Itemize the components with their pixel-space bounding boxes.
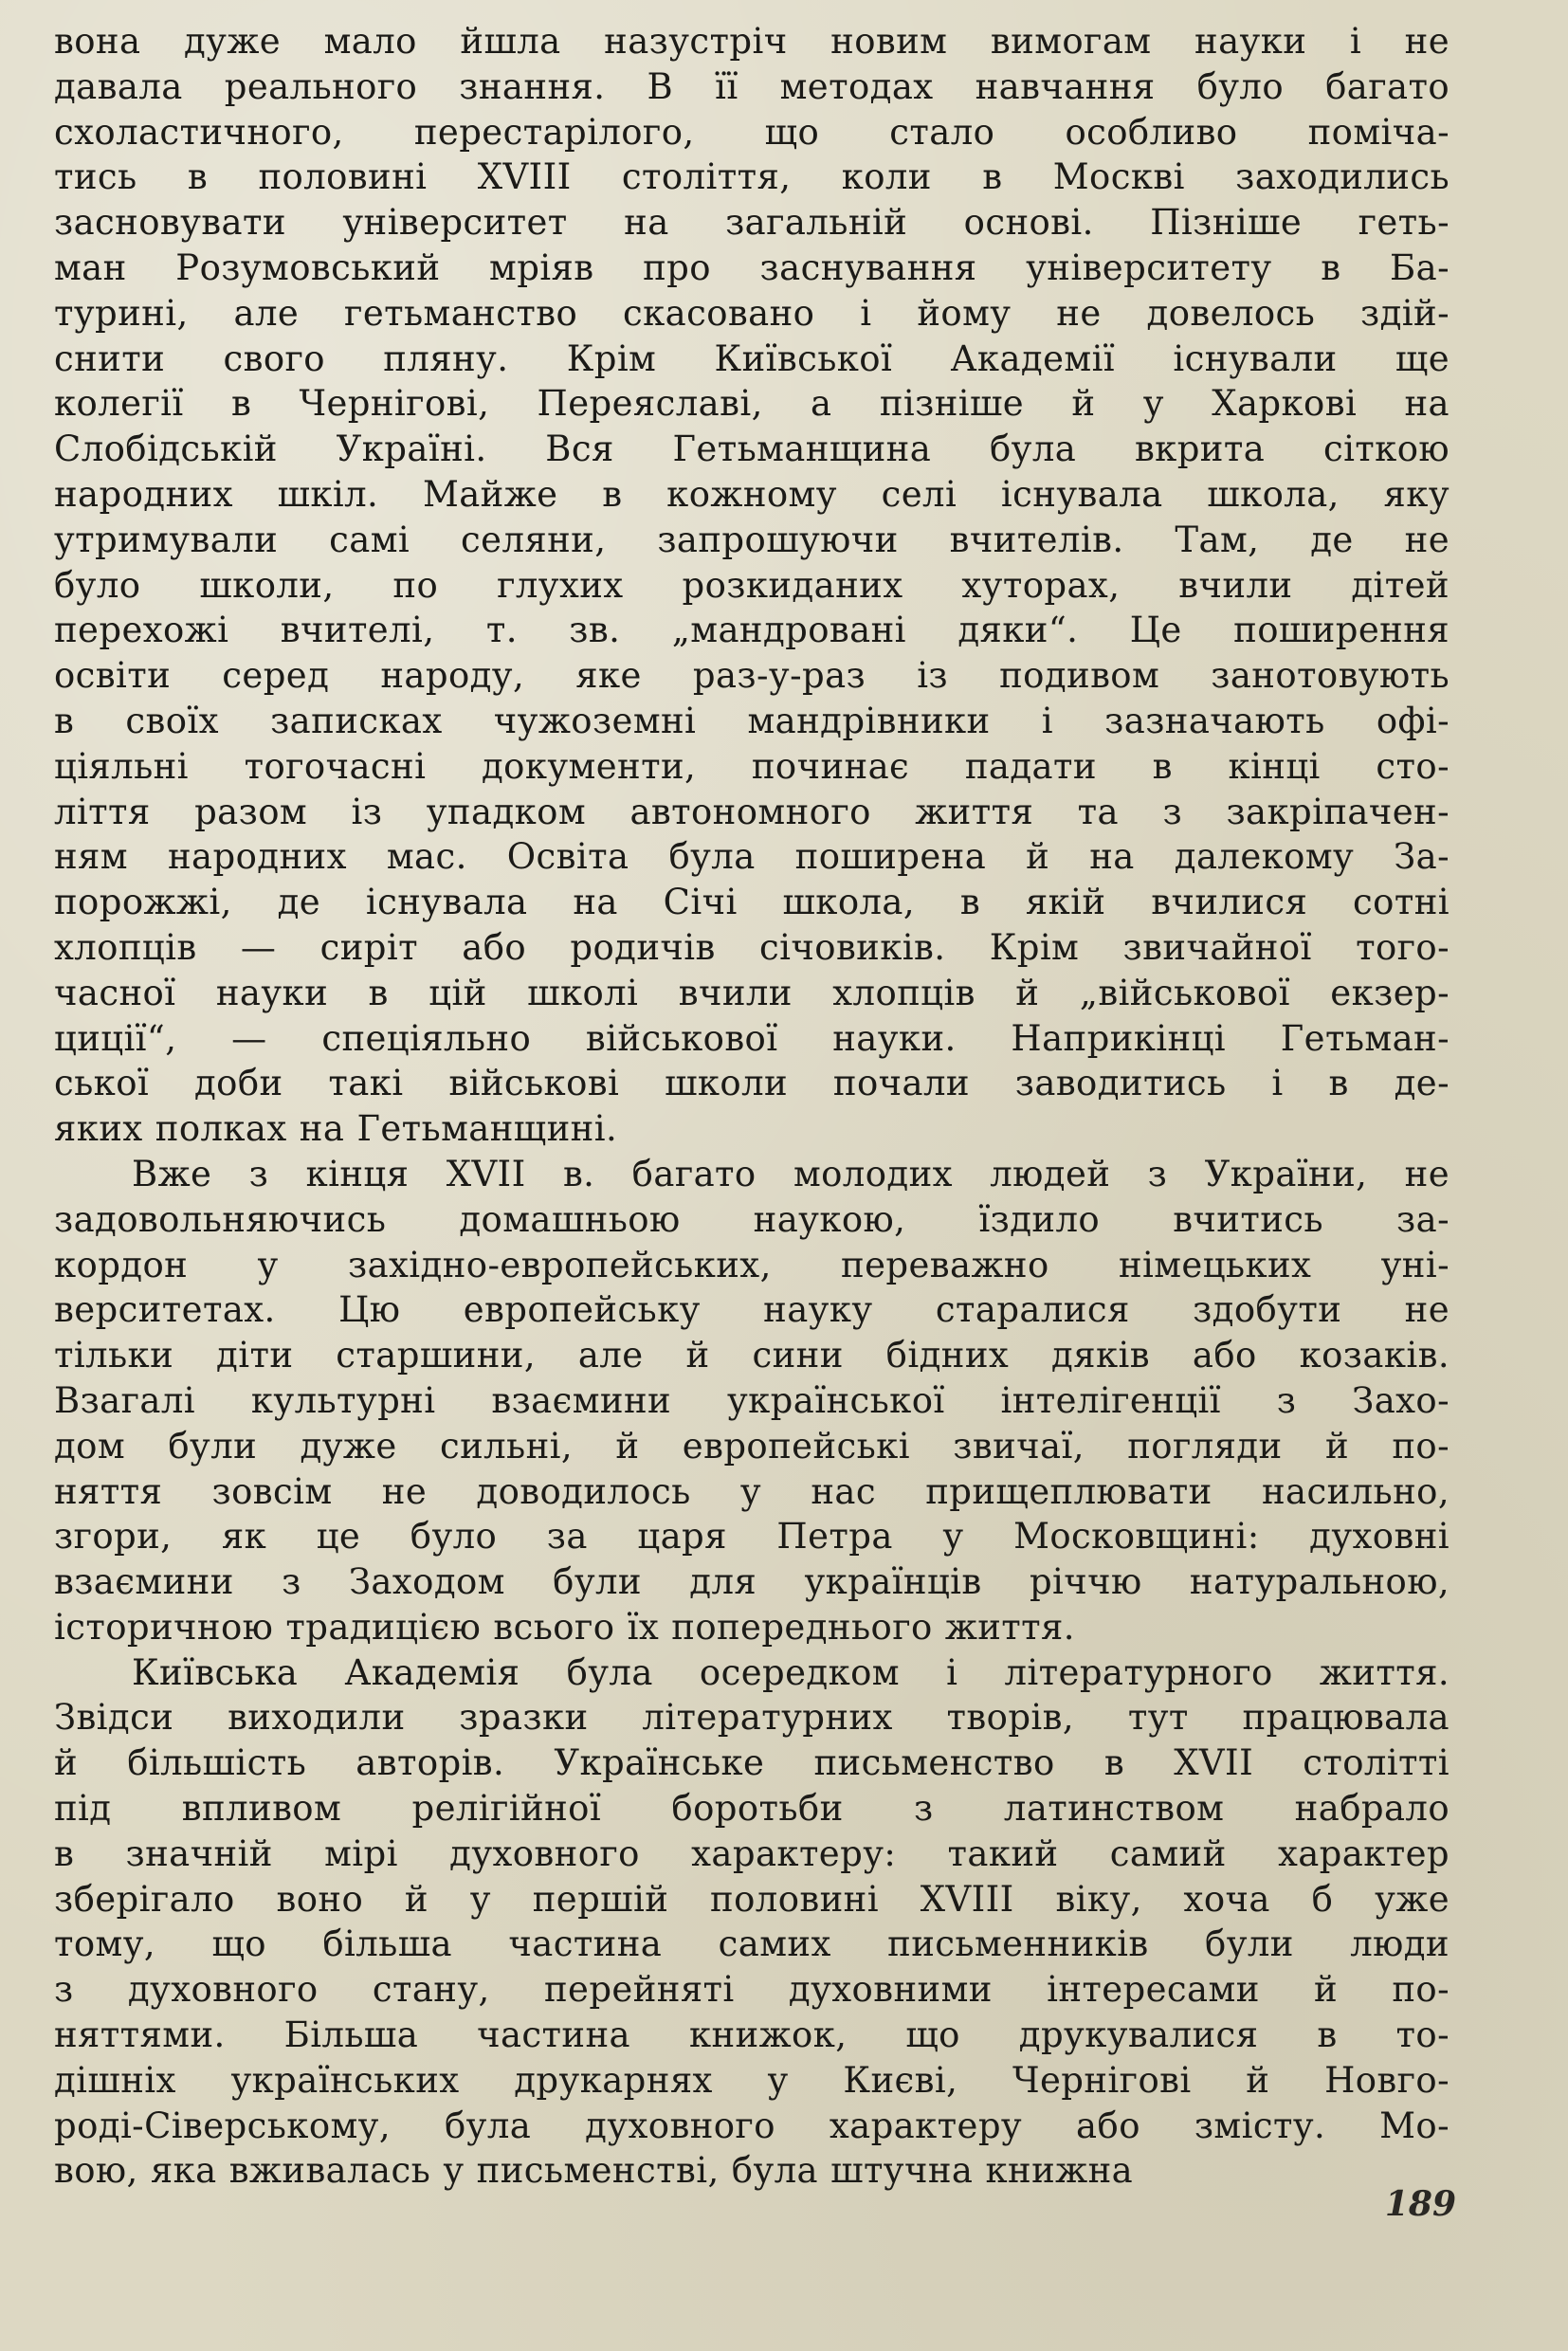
- text-line: під впливом релігійної боротьби з латинством набрало: [54, 1788, 1449, 1830]
- text-line: тись в половині XVIII століття, коли в Москві заходились: [54, 156, 1449, 198]
- text-line: ням народних мас. Освіта була поширена й на далекому За-: [54, 836, 1449, 878]
- paragraph-2: [54, 1152, 1449, 1650]
- text-line: згори, як це було за царя Петра у Московщині: духовні: [54, 1516, 1449, 1558]
- text-line: й більшість авторів. Українське письменство в XVII столітті: [54, 1742, 1449, 1784]
- text-line: історичною традицією всього їх попереднього життя.: [54, 1606, 1075, 1648]
- text-line: дішніх українських друкарнях у Києві, Чернігові й Новго-: [54, 2059, 1449, 2101]
- text-line: схоластичного, перестарілого, що стало особливо поміча-: [54, 111, 1449, 153]
- text-line: ліття разом із упадком автономного життя та з закріпачен-: [54, 791, 1449, 832]
- text-line: вою, яка вживалась у письменстві, була штучна книжна: [54, 2150, 1134, 2192]
- text-line: Київська Академія була осередком і літературного життя.: [132, 1651, 1449, 1693]
- text-line: освіти серед народу, яке раз-у-раз із подивом занотовують: [54, 655, 1449, 697]
- text-line: народних шкіл. Майже в кожному селі існувала школа, яку: [54, 473, 1449, 515]
- body-text: [54, 19, 1449, 2194]
- text-line: тому, що більша частина самих письменників були люди: [54, 1923, 1449, 1965]
- text-line: часної науки в цій школі вчили хлопців й „військової екзер-: [54, 972, 1449, 1013]
- text-line: перехожі вчителі, т. зв. „мандровані дяки“. Це поширення: [54, 610, 1449, 651]
- text-line: зберігало воно й у першій половині XVIII віку, хоча б уже: [54, 1878, 1449, 1920]
- text-line: няття зовсім не доводилось у нас прищеплювати насильно,: [54, 1470, 1449, 1512]
- text-line: задовольняючись домашньою наукою, їздило вчитись за-: [54, 1198, 1449, 1240]
- text-line: кордон у західно-европейських, переважно німецьких уні-: [54, 1244, 1449, 1285]
- paragraph-1: [54, 19, 1449, 1152]
- text-line: тільки діти старшини, але й сини бідних дяків або козаків.: [54, 1335, 1449, 1376]
- text-line: турині, але гетьманство скасовано і йому не довелось здій-: [54, 292, 1449, 334]
- text-line: роді-Сіверському, була духовного характеру або змісту. Мо-: [54, 2105, 1449, 2146]
- text-line: снити свого пляну. Крім Київської Академії існували ще: [54, 337, 1449, 379]
- text-line: Вже з кінця XVII в. багато молодих людей з України, не: [132, 1153, 1449, 1194]
- text-line: порожжі, де існувала на Січі школа, в якій вчилися сотні: [54, 882, 1449, 923]
- text-line: ціяльні тогочасні документи, починає падати в кінці сто-: [54, 745, 1449, 787]
- page-number: 189: [1384, 2184, 1456, 2224]
- text-line: Взагалі культурні взаємини української інтелігенції з Захо-: [54, 1379, 1449, 1421]
- paragraph-3: [54, 1650, 1449, 2195]
- text-line: вона дуже мало йшла назустріч новим вимогам науки і не: [54, 21, 1449, 62]
- text-line: яких полках на Гетьманщині.: [54, 1108, 618, 1150]
- text-line: в своїх записках чужоземні мандрівники і зазначають офі-: [54, 700, 1449, 741]
- text-line: давала реального знання. В її методах навчання було багато: [54, 65, 1449, 107]
- text-line: в значній мірі духовного характеру: такий самий характер: [54, 1832, 1449, 1874]
- text-line: взаємини з Заходом були для українців річчю натуральною,: [54, 1561, 1449, 1603]
- text-line: хлопців — сиріт або родичів січовиків. Крім звичайної того-: [54, 926, 1449, 968]
- text-line: ман Розумовський мріяв про заснування університету в Ба-: [54, 246, 1449, 288]
- text-line: циції“, — спеціяльно військової науки. Наприкінці Гетьман-: [54, 1017, 1449, 1059]
- text-line: Звідси виходили зразки літературних творів, тут працювала: [54, 1697, 1449, 1739]
- text-line: дом були дуже сильні, й европейські звичаї, погляди й по-: [54, 1425, 1449, 1467]
- text-line: ської доби такі військові школи почали заводитись і в де-: [54, 1063, 1449, 1104]
- text-line: колегії в Чернігові, Переяславі, а пізніше й у Харкові на: [54, 383, 1449, 425]
- text-line: було школи, по глухих розкиданих хуторах, вчили дітей: [54, 564, 1449, 606]
- text-line: засновувати університет на загальній основі. Пізніше геть-: [54, 202, 1449, 244]
- text-line: Слобідській Україні. Вся Гетьманщина була вкрита сіткою: [54, 428, 1449, 470]
- text-line: няттями. Більша частина книжок, що друкувалися в то-: [54, 2014, 1449, 2056]
- text-line: верситетах. Цю европейську науку старалися здобути не: [54, 1289, 1449, 1331]
- text-line: з духовного стану, перейняті духовними інтересами й по-: [54, 1969, 1449, 2011]
- text-line: утримували самі селяни, запрошуючи вчителів. Там, де не: [54, 519, 1449, 560]
